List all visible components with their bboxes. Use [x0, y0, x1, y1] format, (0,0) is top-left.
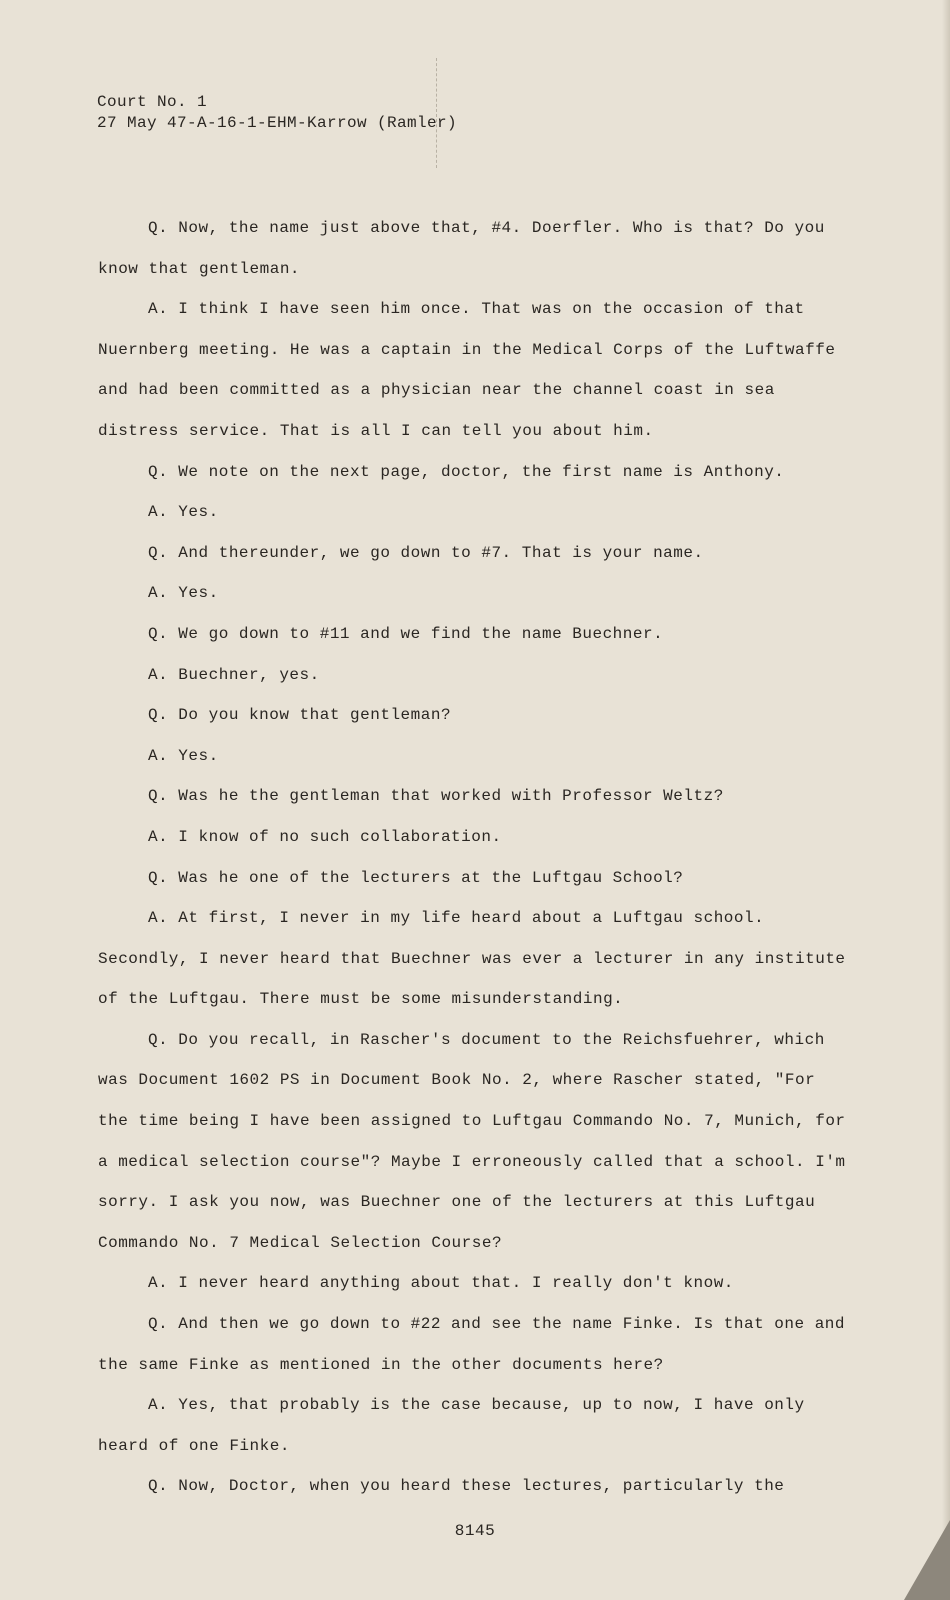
transcript-paragraph: Q. Now, the name just above that, #4. Doerfler. Who is that? Do you know that gentleman.	[98, 219, 825, 278]
transcript-paragraph: Q. Was he the gentleman that worked with Professor Weltz?	[148, 787, 724, 806]
transcript-body	[98, 208, 854, 1507]
transcript-paragraph: A. I know of no such collaboration.	[148, 827, 502, 846]
transcript-paragraph: Q. Was he one of the lecturers at the Luftgau School?	[148, 868, 684, 887]
session-reference: 27 May 47-A-16-1-EHM-Karrow (Ramler)	[97, 114, 458, 132]
transcript-paragraph: Q. Do you recall, in Rascher's document to the Reichsfuehrer, which was Document 1602 PS in Document Book No. 2, where Rascher stated, "For the time being I have been assigned to Luftgau Commando No. 7, Munich, for a medical selection course"? Maybe I erroneously called that a school. I'm sorry. I ask you now, was Buechner one of the lecturers at this Luftgau Commando No. 7 Medical Selection Course?	[98, 1030, 846, 1252]
page-number: 8145	[454, 1522, 496, 1540]
transcript-paragraph: Q. And thereunder, we go down to #7. That is your name.	[148, 543, 704, 562]
transcript-paragraph: A. At first, I never in my life heard about a Luftgau school. Secondly, I never heard that Buechner was ever a lecturer in any institute of the Luftgau. There must be some misunderstanding.	[98, 909, 846, 1009]
transcript-paragraph: A. Yes.	[148, 503, 219, 522]
court-number: Court No. 1	[97, 93, 208, 111]
page-edge	[942, 0, 950, 1600]
transcript-paragraph: Q. Now, Doctor, when you heard these lectures, particularly the	[148, 1477, 785, 1496]
document-header	[97, 92, 457, 134]
transcript-paragraph: A. Yes.	[148, 584, 219, 603]
corner-fold	[904, 1520, 950, 1600]
transcript-paragraph: A. Buechner, yes.	[148, 665, 320, 684]
transcript-paragraph: A. I never heard anything about that. I really don't know.	[148, 1274, 734, 1293]
transcript-paragraph: A. I think I have seen him once. That was on the occasion of that Nuernberg meeting. He was a captain in the Medical Corps of the Luftwaffe and had been committed as a physician near the channel coast in sea distress service. That is all I can tell you about him.	[98, 300, 836, 440]
transcript-paragraph: A. Yes, that probably is the case because, up to now, I have only heard of one Finke.	[98, 1396, 805, 1455]
transcript-paragraph: Q. And then we go down to #22 and see the name Finke. Is that one and the same Finke as mentioned in the other documents here?	[98, 1315, 846, 1374]
transcript-paragraph: Q. Do you know that gentleman?	[148, 706, 452, 725]
transcript-paragraph: A. Yes.	[148, 746, 219, 765]
transcript-paragraph: Q. We go down to #11 and we find the name Buechner.	[148, 624, 664, 643]
transcript-paragraph: Q. We note on the next page, doctor, the first name is Anthony.	[148, 462, 785, 481]
